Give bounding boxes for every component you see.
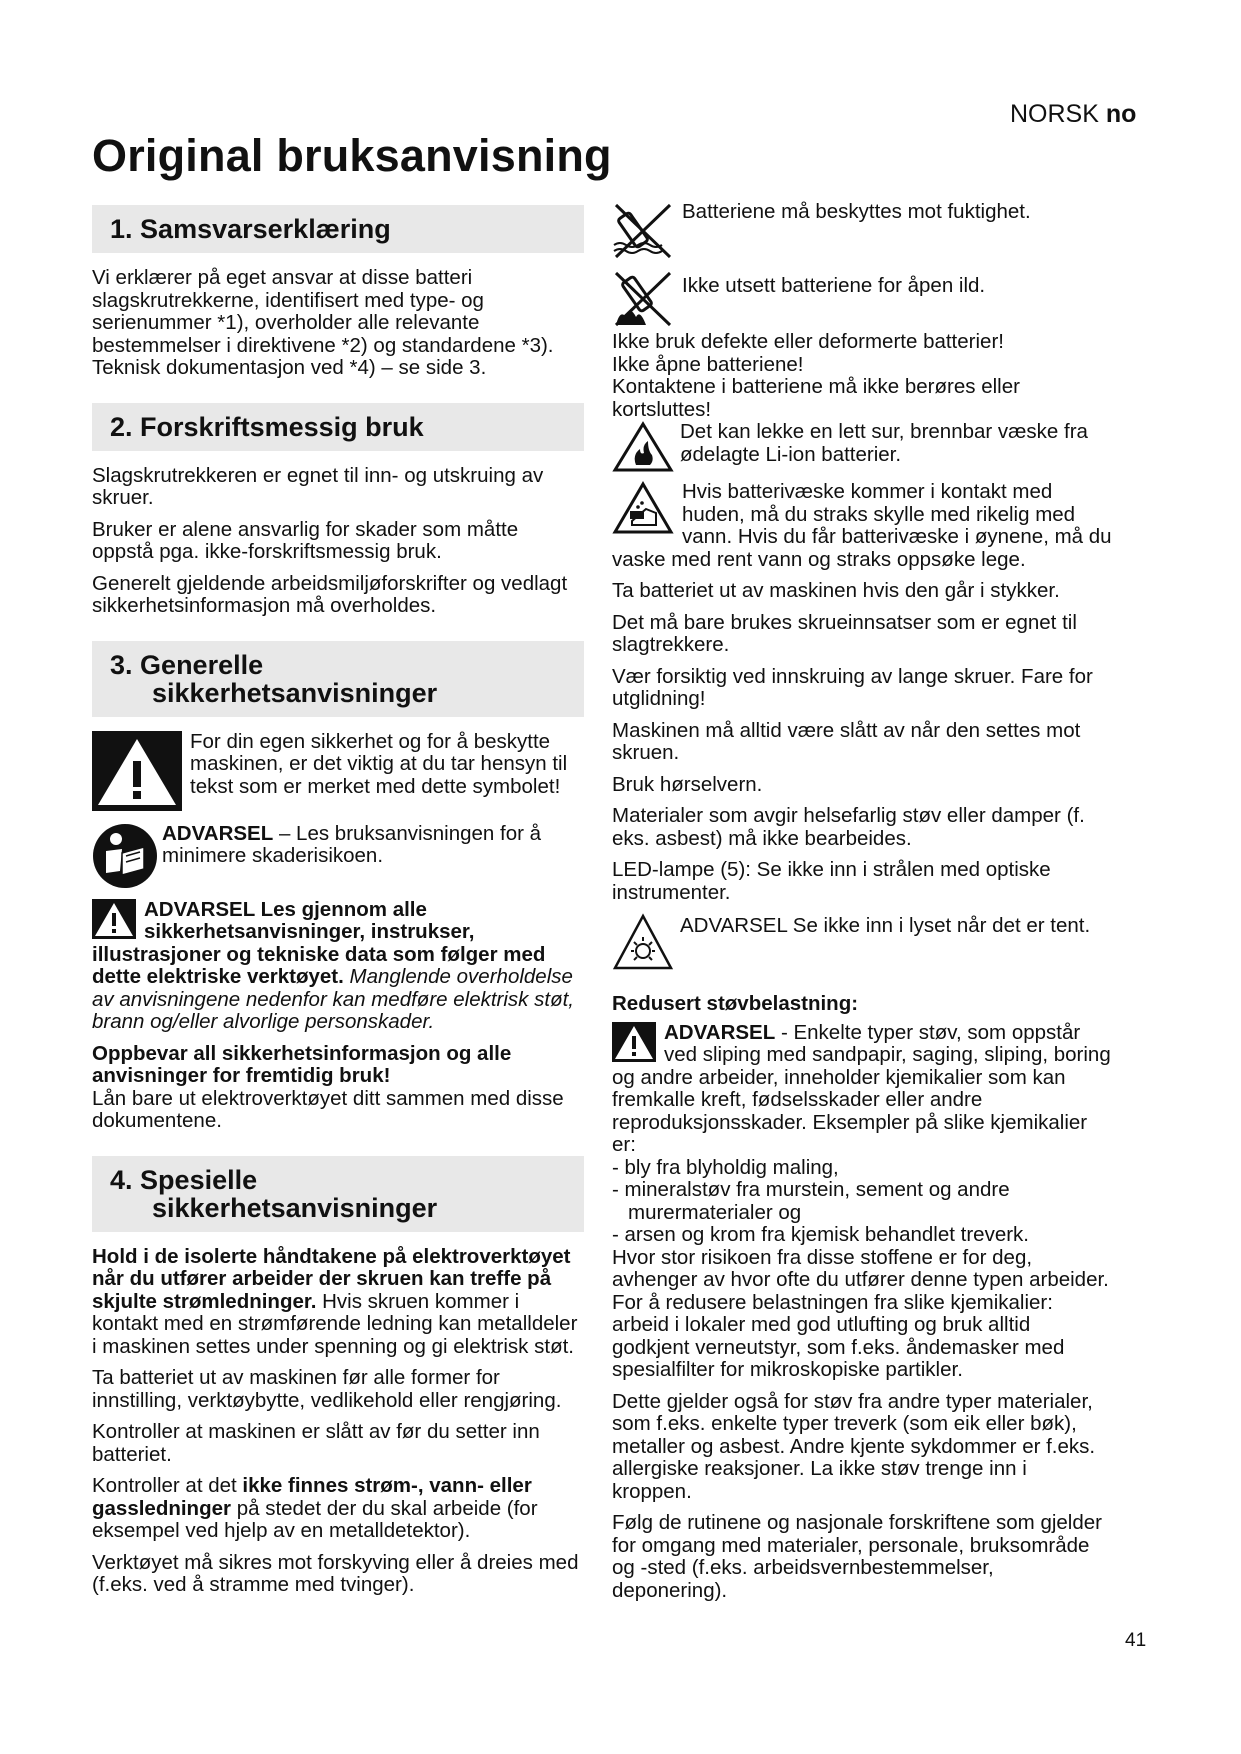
hold-handles-text: Hold i de isolerte håndtakene på elektroverktøyet når du utfører arbeider der skruen kan treffe på skjulte strømledninger. Hvis skruen kommer i kontakt med en strømførende ledning kan metalldeler i maskinen settes under spenning og gi elektrisk støt. — [92, 1244, 578, 1358]
warning-symbol-text: For din egen sikkerhet og for å beskytte maskinen, er det viktig at du tar hensyn til tekst som er merket med dette symbolet! — [190, 729, 568, 798]
defect-line: Kontaktene i batteriene må ikke berøres eller kortsluttes! — [612, 375, 1020, 421]
defect-line: Ikke bruk defekte eller deformerte batterier! — [612, 330, 1004, 353]
lend-tool-text: Lån bare ut elektroverktøyet ditt sammen med disse dokumentene. — [92, 1086, 564, 1132]
dust-heading: Redusert støvbelastning: — [612, 992, 859, 1015]
section-heading-4: 4. Spesielle sikkerhetsanvisninger — [92, 1156, 584, 1232]
special-paragraph: Kontroller at maskinen er slått av før du setter inn batteriet. — [92, 1420, 540, 1466]
chemical-list-item: - arsen og krom fra kjemisk behandlet treverk. — [612, 1223, 1029, 1246]
warning-symbol-note — [92, 731, 584, 811]
special-paragraph: Ta batteriet ut av maskinen før alle former for innstilling, verktøybytte, vedlikehold eller rengjøring. — [92, 1366, 562, 1412]
page-title: Original bruksanvisning — [92, 130, 612, 181]
declaration-text: Vi erklærer på eget ansvar at disse batteri slagskrutrekkerne, identifisert med type- og serienummer *1), overholder alle relevante bestemmelser i direktivene *2) og standardene *3). Teknisk dokumentasjon ved *4) – se side 3. — [92, 266, 554, 379]
flammable-warning-icon — [612, 421, 674, 473]
chemical-list-item: murermaterialer og — [628, 1200, 802, 1224]
no-fire-icon — [612, 269, 676, 329]
read-manual-note — [92, 823, 584, 889]
leak-text: Det kan lekke en lett sur, brennbar væske fra ødelagte Li-ion batterier. — [680, 420, 1088, 466]
fire-note — [612, 269, 1112, 329]
risk-paragraph: Hvor stor risikoen fra disse stoffene er for deg, avhenger av hvor ofte du utfører denne typen arbeider. For å redusere belastningen fra slike kjemikalier: arbeid i lokaler med god utlufting og bruk alltid godkjent verneutstyr, som f.eks. åndemasker med spesialfilter for mikroskopiske partikler. — [612, 1245, 1109, 1381]
led-warning — [612, 913, 1112, 971]
language-code: no — [1105, 100, 1137, 128]
safety-paragraph: Vær forsiktig ved innskruing av lange skruer. Fare for utglidning! — [612, 664, 1093, 710]
check-lines-text: Kontroller at det ikke finnes strøm-, vann- eller gassledninger på stedet der du skal arbeide (for eksempel ved hjelp av en metalldetektor). — [92, 1474, 538, 1542]
language-label — [1010, 100, 1136, 129]
left-column — [92, 205, 584, 1606]
leak-note — [612, 421, 1112, 473]
warning-triangle-icon — [612, 1022, 656, 1062]
general-warning: ADVARSEL Les gjennom alle sikkerhetsanvisninger, instrukser, illustrasjoner og tekniske data som følger med dette elektriske verktøyet. Manglende overholdelse av anvisningene nedenfor kan medføre elektrisk støt, brann og/eller alvorlige personskader. — [92, 897, 574, 1033]
section-heading-3: 3. Generelle sikkerhetsanvisninger — [92, 641, 584, 717]
language-word: NORSK — [1010, 100, 1099, 128]
led-light-warning-icon — [612, 913, 674, 971]
usage-paragraph: Slagskrutrekkeren er egnet til inn- og utskruing av skruer. — [92, 463, 544, 509]
right-column — [612, 200, 1112, 1611]
section-heading-1: 1. Samsvarserklæring — [92, 205, 584, 253]
moisture-text: Batteriene må beskyttes mot fuktighet. — [682, 200, 1031, 223]
led-warning-text: ADVARSEL Se ikke inn i lyset når det er tent. — [680, 914, 1091, 937]
defect-line: Ikke åpne batteriene! — [612, 352, 804, 376]
fire-text: Ikke utsett batteriene for åpen ild. — [682, 274, 986, 297]
safety-paragraph: Det må bare brukes skrueinnsatser som er egnet til slagtrekkere. — [612, 610, 1077, 656]
safety-paragraph: Materialer som avgir helsefarlig støv eller damper (f. eks. asbest) må ikke bearbeides. — [612, 804, 1085, 850]
regulations-paragraph: Følg de rutinene og nasjonale forskriftene som gjelder for omgang med materialer, personale, bruksområde og -sted (f.eks. arbeidsvernbestemmelser, deponering). — [612, 1511, 1102, 1602]
safety-paragraph: LED-lampe (5): Se ikke inn i strålen med optiske instrumenter. — [612, 858, 1051, 904]
read-manual-icon — [92, 823, 158, 889]
warning-triangle-icon — [92, 731, 182, 811]
special-paragraph: Verktøyet må sikres mot forskyving eller å dreies med (f.eks. ved å stramme med tvinger). — [92, 1550, 579, 1596]
section-heading-2: 2. Forskriftsmessig bruk — [92, 403, 584, 451]
moisture-note — [612, 201, 1112, 261]
corrosive-warning-icon — [612, 481, 674, 535]
usage-paragraph: Generelt gjeldende arbeidsmiljøforskrifter og vedlagt sikkerhetsinformasjon må overholdes. — [92, 571, 568, 617]
chemical-list-item: - mineralstøv fra murstein, sement og andre — [612, 1178, 1010, 1201]
warning-triangle-icon — [92, 899, 136, 939]
usage-paragraph: Bruker er alene ansvarlig for skader som måtte oppstå pga. ikke-forskriftsmessig bruk. — [92, 517, 519, 563]
chemical-list-item: - bly fra blyholdig maling, — [612, 1155, 839, 1179]
other-dust-paragraph: Dette gjelder også for støv fra andre typer materialer, som f.eks. enkelte typer treverk (som eik eller bøk), metaller og asbest. Andre kjente sykdommer er f.eks. allergiske reaksjoner. La ikke støv trenge inn i kroppen. — [612, 1389, 1096, 1503]
safety-paragraph: Bruk hørselvern. — [612, 772, 763, 796]
contact-note: Hvis batterivæske kommer i kontakt med huden, må du straks skylle med rikelig med vann. Hvis du får batterivæske i øynene, må du vaske med rent vann og straks oppsøke lege. — [612, 480, 1112, 571]
dust-warning: ADVARSEL - Enkelte typer støv, som oppstår ved sliping med sandpapir, saging, sliping, boring og andre arbeider, inneholder kjemikalier som kan fremkalle kreft, fødselsskader eller andre reproduksjonsskader. Eksempler på slike kjemikalier er: — [612, 1020, 1111, 1156]
safety-paragraph: Maskinen må alltid være slått av når den settes mot skruen. — [612, 718, 1081, 764]
no-moisture-icon — [612, 201, 676, 261]
page-number: 41 — [1125, 1630, 1147, 1651]
read-manual-text: ADVARSEL – Les bruksanvisningen for å minimere skaderisikoen. — [162, 821, 542, 867]
safety-paragraph: Ta batteriet ut av maskinen hvis den går i stykker. — [612, 579, 1060, 602]
keep-instructions: Oppbevar all sikkerhetsinformasjon og alle anvisninger for fremtidig bruk! — [92, 1041, 512, 1087]
